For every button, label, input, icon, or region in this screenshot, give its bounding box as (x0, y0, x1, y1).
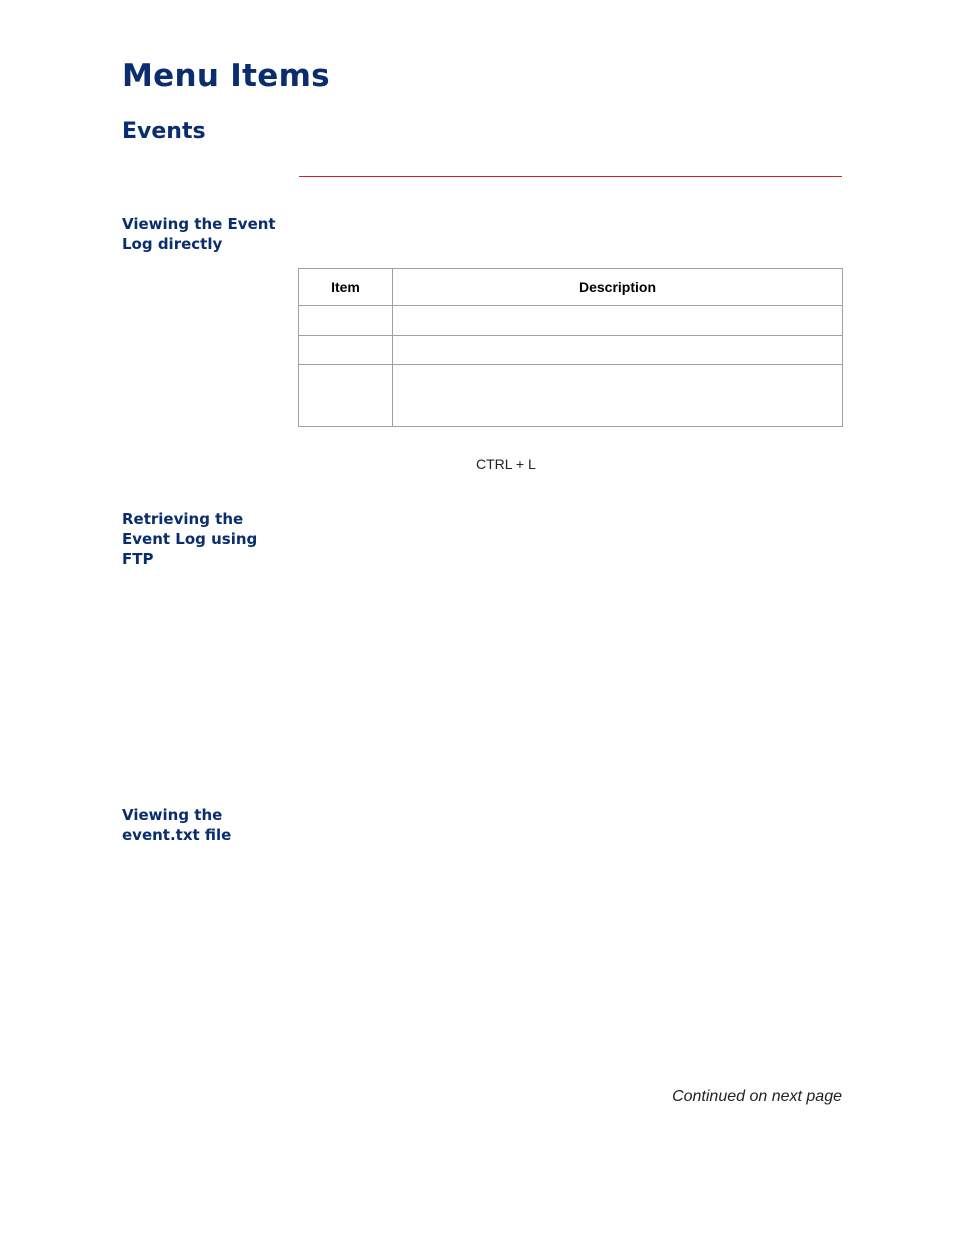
page-title: Menu Items (122, 58, 330, 94)
table-row (299, 336, 843, 365)
table-cell (299, 306, 393, 336)
section-divider (299, 176, 842, 177)
items-table (298, 268, 843, 427)
heading-viewing-event-log (122, 214, 292, 254)
column-header-item: Item (299, 269, 393, 306)
table-row (299, 365, 843, 427)
table-cell (393, 365, 843, 427)
section-title: Events (122, 119, 206, 144)
table-cell (299, 365, 393, 427)
heading-line: Viewing the (122, 806, 223, 824)
continued-note: Continued on next page (672, 1088, 842, 1105)
keyboard-shortcut: CTRL + L (476, 456, 536, 472)
column-header-description: Description (393, 269, 843, 306)
heading-line: Log directly (122, 235, 223, 253)
heading-line: Viewing the Event (122, 215, 276, 233)
heading-retrieving-ftp (122, 509, 292, 569)
heading-line: Retrieving the (122, 510, 244, 528)
table-cell (299, 336, 393, 365)
table-row (299, 306, 843, 336)
heading-line: Event Log using (122, 530, 258, 548)
heading-line: event.txt file (122, 826, 232, 844)
heading-line: FTP (122, 550, 154, 568)
heading-viewing-event-txt (122, 805, 292, 845)
table-cell (393, 336, 843, 365)
table-cell (393, 306, 843, 336)
table-header-row (299, 269, 843, 306)
